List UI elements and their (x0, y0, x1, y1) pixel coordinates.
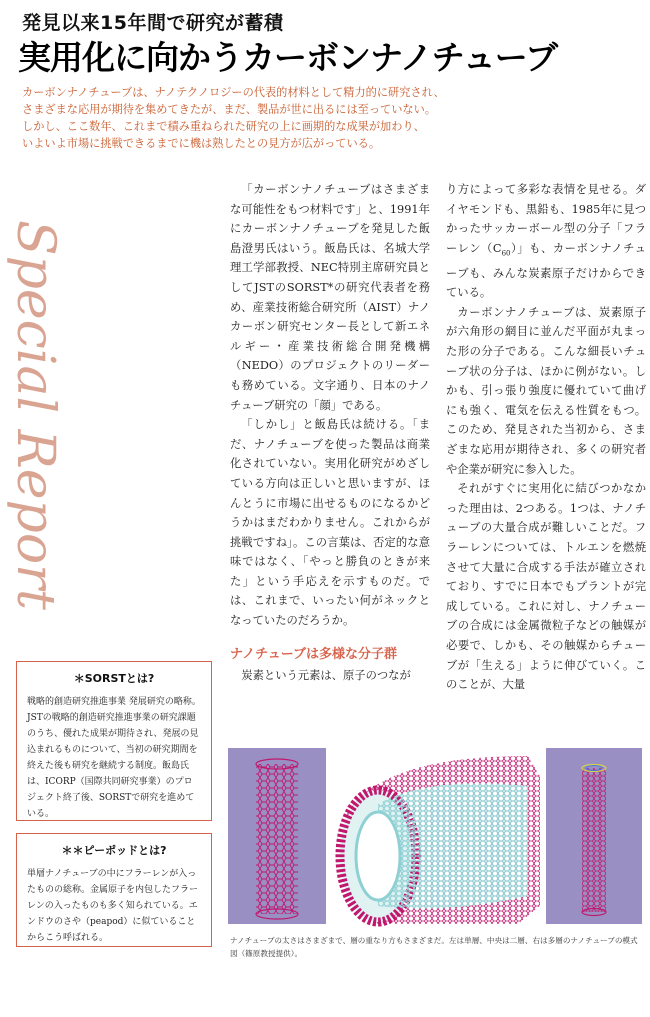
lead-line: カーボンナノチューブは、ナノテクノロジーの代表的材料として精力的に研究され、 (22, 86, 445, 99)
paragraph: それがすぐに実用化に結びつかなかった理由は、2つある。1つは、ナノチューブの大量合成が難しいことだ。フラーレンについては、トルエンを燃焼させて大量に合成する手法が確立されており、すでに日本でもプラントが完成している。これに対し、ナノチューブの合成には金属微粒子などの触媒が必要で、しかも、その触媒からチューブが「生える」ように伸びていく。このことが、大量 (446, 482, 646, 692)
paragraph: カーボンナノチューブは、炭素原子が六角形の網目に並んだ平面が丸まった形の分子である。こんな細長いチューブ状の分子は、ほかに例がない。しかも、引っ張り強度に優れていて曲げにも強く、電気を伝える性質をもつ。このため、発見された当初から、さまざまな応用が期待され、多くの研究者や企業が研究に参入した。 (446, 305, 646, 476)
lead-line: さまざまな応用が期待を集めてきたが、まだ、製品が世に出るには至っていない。 (22, 103, 436, 116)
subscript: 60 (501, 249, 511, 258)
lead-line: しかし、ここ数年、これまで積み重ねられた研究の上に画期的な成果が加わり、 (22, 120, 425, 133)
multi-wall-tube-icon (582, 765, 606, 916)
box-body: 戦略的創造研究推進事業 発展研究の略称。JSTの戦略的創造研究推進事業の研究課題のうち、優れた成果が期待され、発展の見込まれるものについて、当初の研究期間を終えた後も研究を継続する制度。飯島氏は、ICORP（国際共同研究事業）のプロジェクト終了後、SORSTで研究を進めている。 (27, 697, 201, 819)
box-body: 単層ナノチューブの中にフラーレンが入ったものの総称。金属原子を内包したフラーレンの入ったものも多く知られている。エンドウのさや（peapod）に似ていることからこう呼ばれる。 (27, 869, 199, 943)
text-run: ）」も、カーボンナノチューブも、みんな炭素原子だけからできている。 (446, 241, 646, 300)
box-title: ＊＊ピーポッドとは? (61, 844, 167, 857)
box-title: ＊SORSTとは? (73, 672, 155, 685)
sorst-note-box (16, 661, 212, 821)
section-label: Special Report (5, 220, 65, 610)
article-column-1 (230, 180, 430, 686)
double-wall-tube-icon (332, 748, 540, 924)
page-title: 実用化に向かうカーボンナノチューブ (18, 38, 558, 77)
paragraph: 炭素という元素は、原子のつなが (241, 669, 411, 683)
nanotube-figure (228, 746, 642, 928)
supertitle: 発見以来15年間で研究が蓄積 (22, 12, 284, 34)
lead-line: いよいよ市場に挑戦できるまでに機は熟したとの見方が広がっている。 (22, 137, 381, 150)
paragraph: 「しかし」と飯島氏は続ける。「まだ、ナノチューブを使った製品は商業化されていない。実用化研究がめざしている方向は正しいと思いますが、ほんとうに市場に出せるものになるかどうかはまだわかりません。これからが挑戦ですね」。この言葉は、否定的な意味ではなく、「やっと勝負のときが来た」という手応えを示すものだ。では、これまで、いったい何がネックとなっていたのだろうか。 (230, 418, 430, 628)
paragraph (446, 180, 646, 303)
figure-caption: ナノチューブの太さはさまざまで、層の重なり方もさまざまだ。左は単層、中央は二層、右は多層のナノチューブの模式図（篠原教授提供）。 (230, 936, 638, 958)
peapod-note-box (16, 833, 212, 947)
text-run: り方によって多彩な表情を見せる。ダイヤモンドも、黒鉛も、1985年に見つかったサッカーボール型の分子「フラーレン（C (446, 183, 646, 255)
lead-paragraph (22, 84, 632, 152)
single-wall-tube-icon (256, 759, 298, 919)
article-column-2 (446, 180, 646, 695)
paragraph: 「カーボンナノチューブはさまざまな可能性をもつ材料です」と、1991年にカーボンナノチューブを発見した飯島澄男氏はいう。飯島氏は、名城大学理工学部教授、NEC特別主席研究員としてJSTのSORST*の研究代表者を務め、産業技術総合研究所（AIST）ナノカーボン研究センター長として新エネルギー・産業技術総合開発機構（NEDO）のプロジェクトのリーダーも務めている。文字通り、日本のナノチューブ研究の「顔」である。 (230, 183, 430, 412)
section-heading: ナノチューブは多様な分子群 (230, 646, 398, 662)
